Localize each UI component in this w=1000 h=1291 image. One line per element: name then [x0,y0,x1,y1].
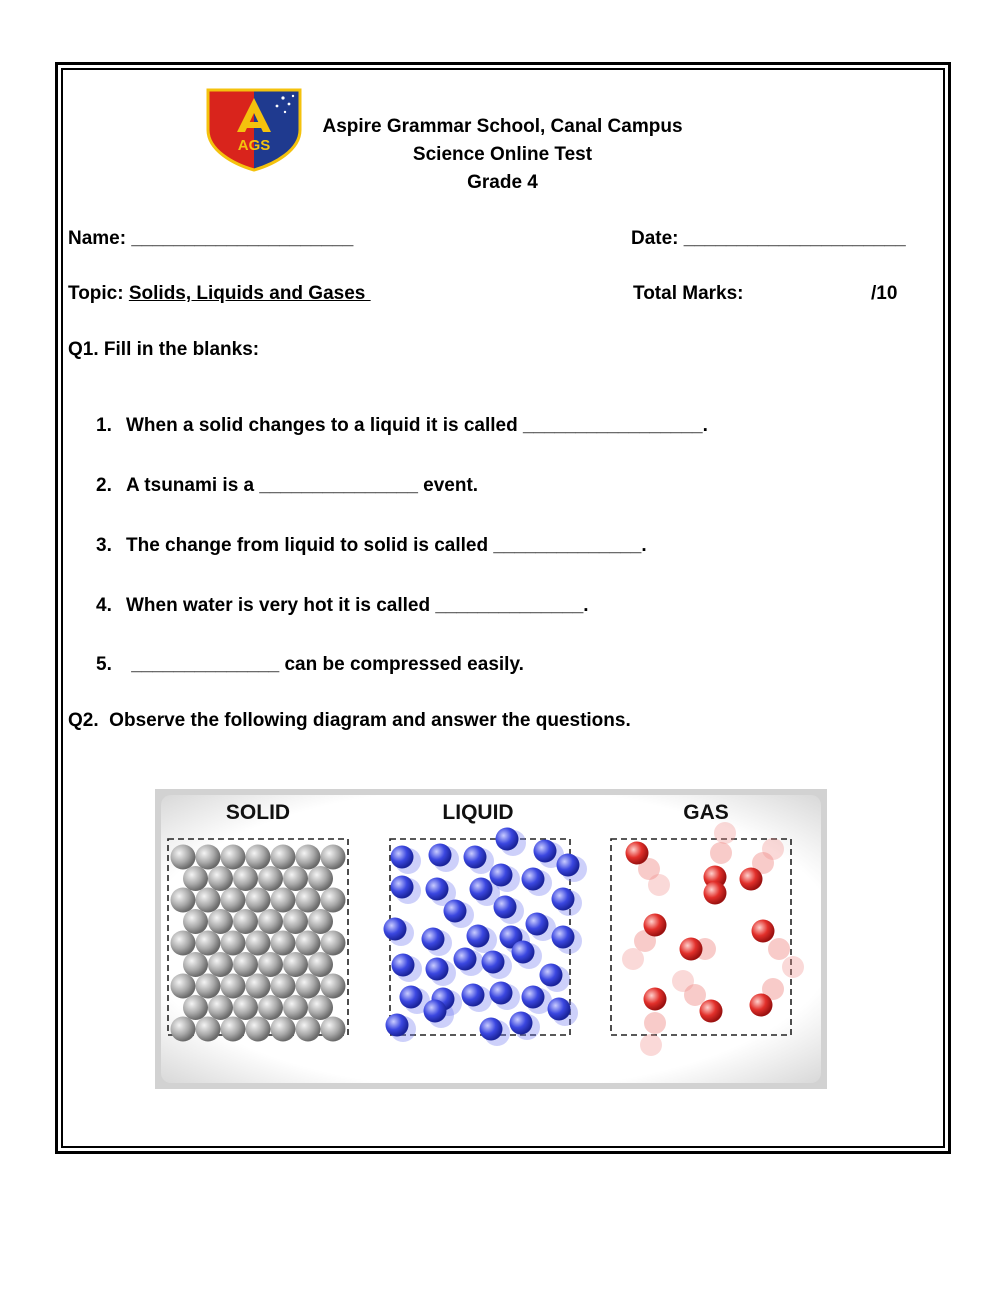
q1-item-3-number: 3. [96,535,112,556]
solid-particle [271,974,296,999]
topic-line [68,284,371,303]
liquid-particle [496,828,519,851]
liquid-particle [526,913,549,936]
q1-item-1-text: When a solid changes to a liquid it is called _________________. [126,415,708,436]
liquid-particle [470,878,493,901]
gas-particle [680,938,703,961]
gas-particle-trail [710,842,732,864]
solid-particle [183,909,208,934]
solid-particle [171,845,196,870]
states-of-matter-diagram [155,789,827,1089]
gas-particle [626,842,649,865]
topic-label: Topic: [68,283,129,304]
solid-particle [246,974,271,999]
gas-particle-trail [644,1012,666,1034]
solid-particle [196,845,221,870]
solid-particle [246,888,271,913]
test-title: Science Online Test [412,144,593,165]
solid-particle [246,1017,271,1042]
solid-particle [258,909,283,934]
liquid-particle [490,982,513,1005]
solid-particle [271,888,296,913]
solid-particle [296,845,321,870]
liquid-particle [426,878,449,901]
gas-particle-trail [768,938,790,960]
gas-particle [644,914,667,937]
q1-item-4-text: When water is very hot it is called ______________. [126,595,589,616]
liquid-particle [552,926,575,949]
solid-particle [296,974,321,999]
solid-particle [171,888,196,913]
liquid-particle [494,896,517,919]
liquid-particle [444,900,467,923]
solid-particle [196,931,221,956]
gas-particle-trail [782,956,804,978]
date-field: Date: _____________________ [631,228,906,249]
solid-particle [283,952,308,977]
solid-particle [308,995,333,1020]
liquid-particle [522,986,545,1009]
liquid-particle [429,844,452,867]
liquid-particle [557,854,580,877]
solid-particle [296,1017,321,1042]
solid-particle [271,1017,296,1042]
solid-particle [221,888,246,913]
liquid-particle [392,954,415,977]
q1-item-4-number: 4. [96,595,112,616]
logo-text: AGS [237,137,271,154]
liquid-particle [522,868,545,891]
solid-particle [183,952,208,977]
liquid-particle [482,951,505,974]
liquid-particle [490,864,513,887]
gas-particle [704,882,727,905]
gas-particle [644,988,667,1011]
liquid-particle [534,840,557,863]
solid-particle [233,866,258,891]
solid-particle [296,931,321,956]
gas-particle-trail [672,970,694,992]
solid-particle [321,845,346,870]
solid-particle [308,909,333,934]
solid-particle [196,888,221,913]
solid-particle [246,931,271,956]
q1-item-3-text: The change from liquid to solid is called ______________. [126,535,647,556]
solid-particle [208,995,233,1020]
solid-particle [183,866,208,891]
solid-particle [233,952,258,977]
liquid-particle [467,925,490,948]
solid-particle [171,1017,196,1042]
liquid-particle [540,964,563,987]
school-logo [205,88,303,172]
solid-label: SOLID [225,801,291,824]
gas-particle-trail [640,1034,662,1056]
liquid-particle [422,928,445,951]
q2-title: Q2. Observe the following diagram and answer the questions. [68,710,631,731]
liquid-label: LIQUID [442,801,514,824]
grade-label: Grade 4 [467,172,538,193]
solid-particle [183,995,208,1020]
solid-particle [321,974,346,999]
solid-particle [321,888,346,913]
solid-particle [208,909,233,934]
liquid-particle [384,918,407,941]
solid-particle [271,931,296,956]
liquid-particle [480,1018,503,1041]
total-marks-label: Total Marks: [633,283,744,304]
liquid-particle [386,1014,409,1037]
liquid-particle [400,986,423,1009]
solid-particle [246,845,271,870]
liquid-particle [552,888,575,911]
liquid-particle [512,941,535,964]
solid-particle [208,866,233,891]
solid-particle [296,888,321,913]
solid-particle [258,995,283,1020]
liquid-particle [464,846,487,869]
gas-particle [752,920,775,943]
liquid-particle [510,1012,533,1035]
solid-particle [233,995,258,1020]
gas-particle-trail [622,948,644,970]
gas-particle [700,1000,723,1023]
solid-particle [221,974,246,999]
gas-particle-trail [762,838,784,860]
gas-particle [750,994,773,1017]
solid-particle [283,909,308,934]
solid-particle [283,866,308,891]
liquid-particle [548,998,571,1021]
solid-particle [271,845,296,870]
q1-item-1-number: 1. [96,415,112,436]
solid-particle [258,952,283,977]
liquid-particle [391,846,414,869]
liquid-particle [426,958,449,981]
solid-particle [283,995,308,1020]
gas-particle-trail [648,874,670,896]
q1-item-2-text: A tsunami is a _______________ event. [126,475,479,496]
q1-title: Q1. Fill in the blanks: [68,339,260,360]
solid-particle [171,931,196,956]
solid-particle [258,866,283,891]
solid-particle [196,974,221,999]
gas-label: GAS [683,801,729,824]
school-name: Aspire Grammar School, Canal Campus [322,116,683,137]
solid-particle [233,909,258,934]
solid-particle [308,866,333,891]
gas-particle [740,868,763,891]
gas-particle-trail [714,822,736,844]
solid-particle [171,974,196,999]
liquid-particle [462,984,485,1007]
liquid-particle [454,948,477,971]
solid-particle [321,1017,346,1042]
liquid-particle [424,1000,447,1023]
total-marks-value: /10 [871,283,898,304]
q1-item-5-number: 5. [96,654,112,675]
solid-particle [321,931,346,956]
liquid-particle [391,876,414,899]
solid-particle [221,845,246,870]
q1-item-5-text: ______________ can be compressed easily. [126,654,524,675]
topic-value: Solids, Liquids and Gases [128,283,371,304]
solid-particle [308,952,333,977]
solid-particle [208,952,233,977]
q1-item-2-number: 2. [96,475,112,496]
solid-particle [221,931,246,956]
solid-particle [196,1017,221,1042]
solid-particle [221,1017,246,1042]
name-field: Name: _____________________ [68,228,354,249]
